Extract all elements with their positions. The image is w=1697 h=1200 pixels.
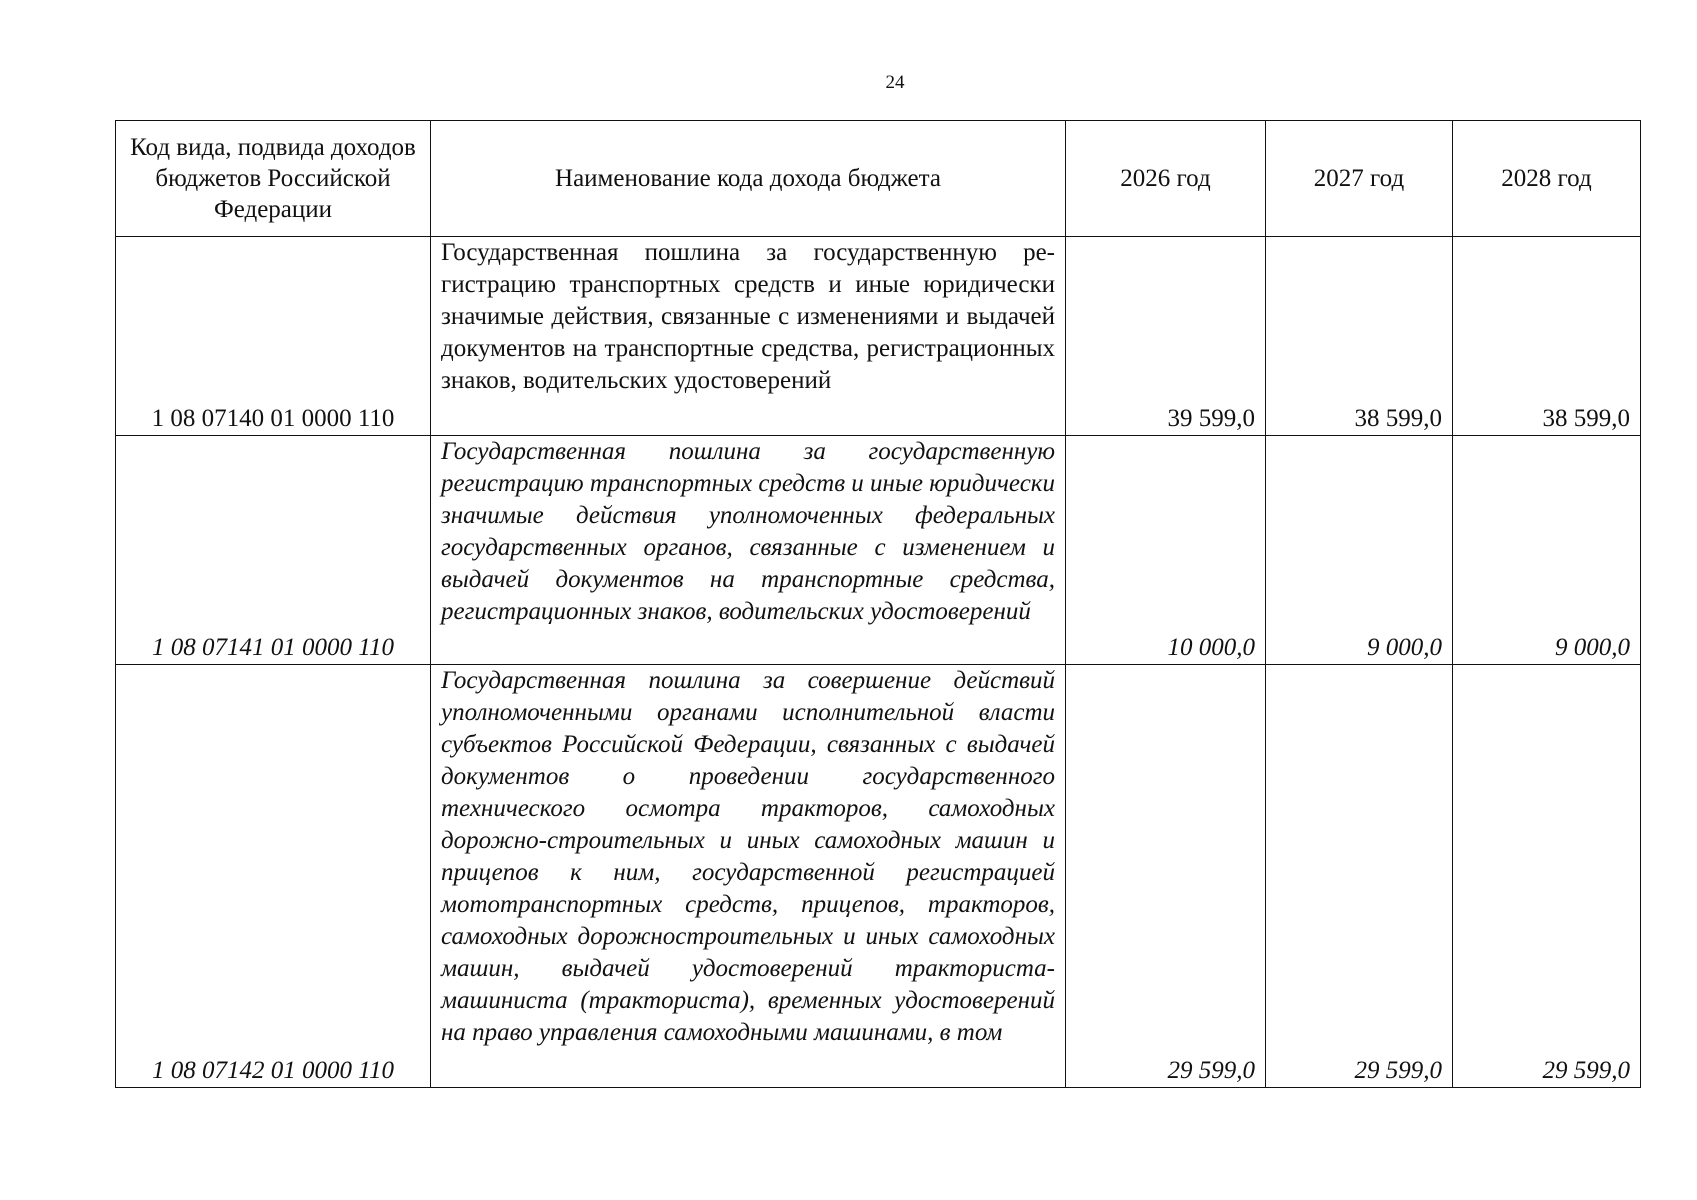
header-name: Наименование кода дохода бюджета [431, 121, 1066, 237]
row-code: 1 08 07140 01 0000 110 [116, 237, 431, 436]
budget-revenue-table [115, 120, 1641, 1088]
row-name: Государственная пошлина за государственную регистрацию транспортных средств и иные юридически значимые действия уполномоченных федеральных государственных органов, связанные с изменением и выдачей документов на транспортные средства, регистрационных знаков, водительских удостоверений [431, 436, 1066, 665]
row-code: 1 08 07142 01 0000 110 [116, 665, 431, 1088]
row-value-2026: 10 000,0 [1066, 436, 1266, 665]
table-row [116, 237, 1641, 436]
table-header-row [116, 121, 1641, 237]
header-2028: 2028 год [1453, 121, 1641, 237]
header-2026: 2026 год [1066, 121, 1266, 237]
header-code: Код вида, подвида доходов бюджетов Российской Федерации [116, 121, 431, 237]
row-value-2027: 29 599,0 [1266, 665, 1453, 1088]
row-name: Государственная пошлина за совершение действий уполномоченными органами исполнительной власти субъектов Российской Федерации, связанных с выдачей документов о проведении государственного технического осмотра тракторов, самоходных дорожно-строительных и иных самоходных машин и прицепов к ним, государственной регистрацией мототранспортных средств, прицепов, тракторов, самоходных дорожностроительных и иных самоходных машин, выдачей удостоверений тракториста-машиниста (тракториста), временных удостоверений на право управления самоходными машинами, в том [431, 665, 1066, 1088]
table-row [116, 665, 1641, 1088]
row-name: Государственная пошлина за государственную регистрацию транспортных средств и иные юридически значимые действия, связанные с изменениями и выдачей документов на транспортные средства, регистрационных знаков, водительских удостоверений [431, 237, 1066, 436]
row-value-2027: 38 599,0 [1266, 237, 1453, 436]
header-2027: 2027 год [1266, 121, 1453, 237]
row-value-2026: 29 599,0 [1066, 665, 1266, 1088]
table-row [116, 436, 1641, 665]
row-value-2028: 29 599,0 [1453, 665, 1641, 1088]
row-value-2027: 9 000,0 [1266, 436, 1453, 665]
row-code: 1 08 07141 01 0000 110 [116, 436, 431, 665]
row-value-2026: 39 599,0 [1066, 237, 1266, 436]
row-value-2028: 9 000,0 [1453, 436, 1641, 665]
row-value-2028: 38 599,0 [1453, 237, 1641, 436]
page-number: 24 [885, 72, 905, 93]
